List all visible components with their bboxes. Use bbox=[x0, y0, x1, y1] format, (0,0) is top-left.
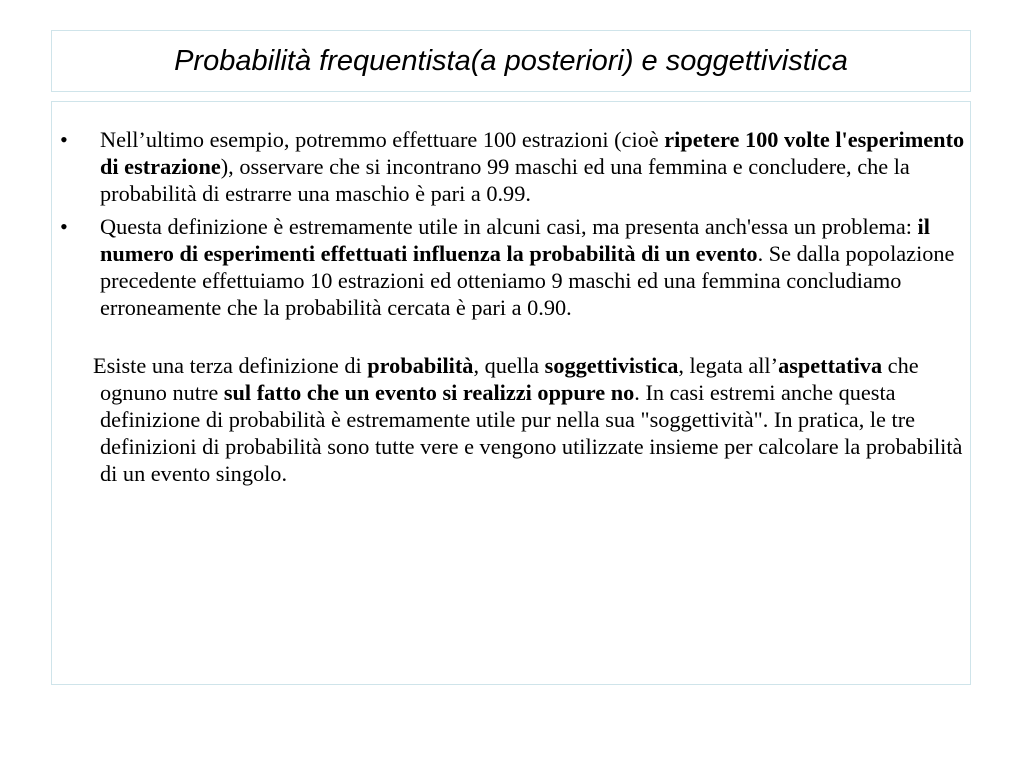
bullet-2-text-2: . Se dalla popolazione precedente effettuiamo 10 estrazioni ed otteniamo 9 maschi ed una femmina concludiamo erroneamente che la probabilità cercata è pari a 0.90. bbox=[100, 241, 955, 320]
paragraph-soggettivistica bbox=[93, 352, 966, 487]
bullet-2-bold-1: il numero di esperimenti effettuati influenza la probabilità di un evento bbox=[100, 214, 930, 266]
content-box bbox=[51, 101, 971, 685]
para-text-4: che ognuno nutre bbox=[100, 353, 919, 405]
para-text-3: , legata all’ bbox=[678, 353, 779, 378]
title-box bbox=[51, 30, 971, 92]
bullet-item-2 bbox=[60, 213, 966, 321]
slide-title: Probabilità frequentista(a posteriori) e soggettivistica bbox=[174, 44, 848, 77]
para-bold-4: sul fatto che un evento si realizzi oppure no bbox=[223, 380, 635, 405]
bullet-1-text-1: Nell’ultimo esempio, potremmo effettuare 100 estrazioni (cioè bbox=[100, 127, 665, 152]
bullet-item-1 bbox=[60, 126, 966, 207]
bullet-1-text-2: ), osservare che si incontrano 99 maschi ed una femmina e concludere, che la probabilità di estrarre una maschio è pari a 0.99. bbox=[100, 154, 910, 206]
content-text bbox=[60, 126, 966, 487]
bullet-2-text-1: Questa definizione è estremamente utile in alcuni casi, ma presenta anch'essa un problema: bbox=[100, 214, 918, 239]
para-bold-3: aspettativa bbox=[778, 353, 883, 378]
bullet-marker: • bbox=[60, 214, 68, 239]
para-text-1: Esiste una terza definizione di bbox=[93, 353, 368, 378]
bullet-marker: • bbox=[60, 127, 68, 152]
para-text-5: . In casi estremi anche questa definizione di probabilità è estremamente utile pur nella sua "soggettività". In pratica, le tre definizioni di probabilità sono tutte vere e vengono utilizzate insieme per calcolare la probabilità di un evento singolo. bbox=[100, 380, 963, 486]
bullet-1-bold-1: ripetere 100 volte l'esperimento di estrazione bbox=[100, 127, 965, 179]
para-bold-1: probabilità bbox=[367, 353, 474, 378]
para-text-2: , quella bbox=[473, 353, 545, 378]
para-bold-2: soggettivistica bbox=[544, 353, 679, 378]
